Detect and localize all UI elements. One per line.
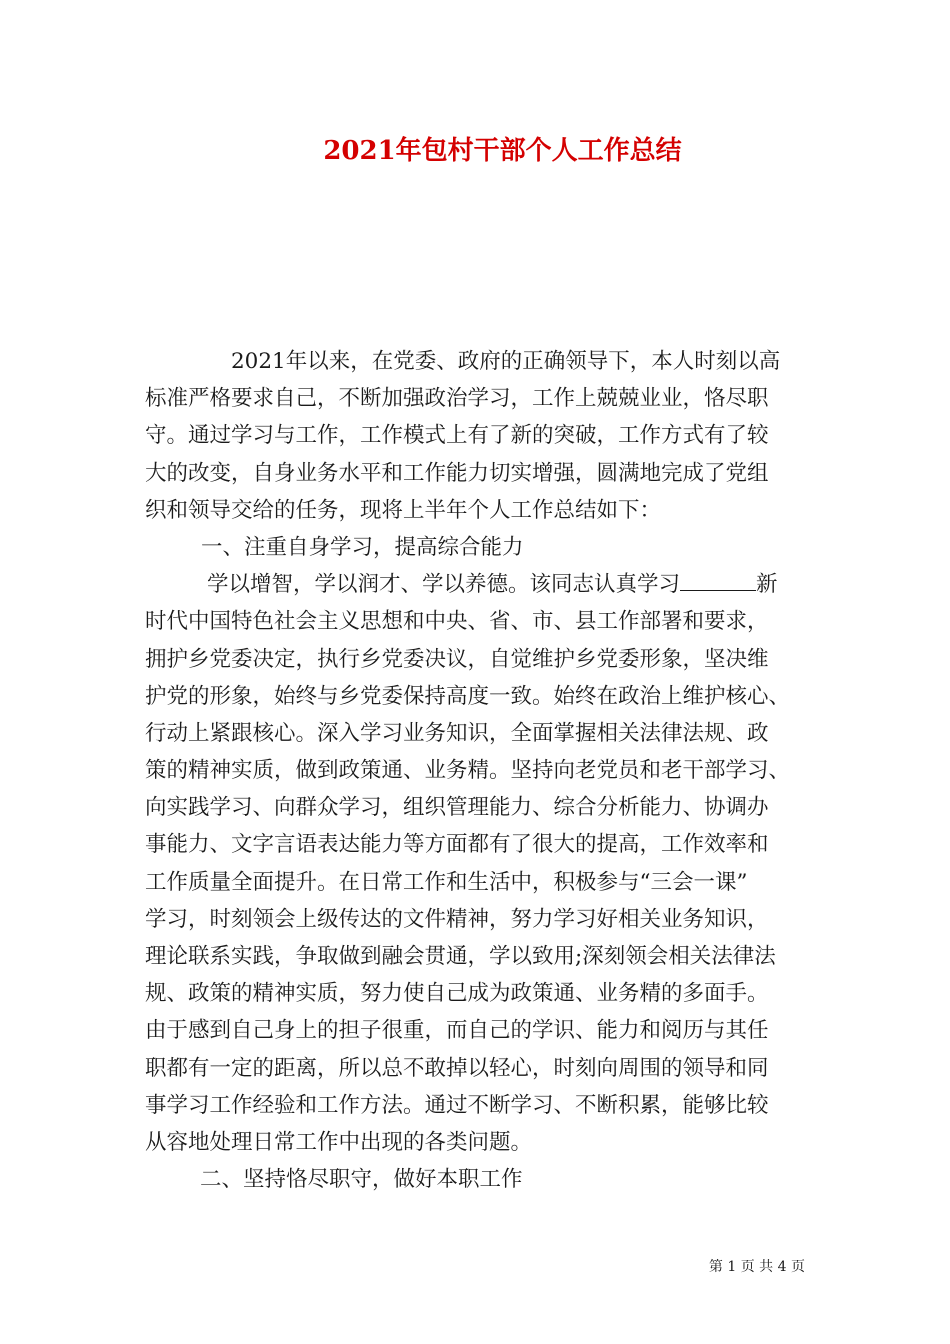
- paragraph-line: 从容地处理日常工作中出现的各类问题。: [145, 1129, 533, 1155]
- paragraph-line: 向实践学习、向群众学习，组织管理能力、综合分析能力、协调办: [145, 795, 769, 821]
- paragraph-line-with-blank: [145, 566, 810, 603]
- paragraph-line: 理论联系实践，争取做到融会贯通，学以致用;深刻领会相关法律法: [145, 944, 776, 969]
- paragraph-text: 新: [756, 572, 778, 598]
- paragraph-line: 行动上紧跟核心。深入学习业务知识，全面掌握相关法律法规、政: [145, 720, 769, 746]
- paragraph-line: 拥护乡党委决定，执行乡党委决议，自觉维护乡党委形象，坚决维: [145, 646, 769, 672]
- document-body: [145, 343, 810, 1198]
- paragraph-line: 由于感到自己身上的担子很重，而自己的学识、能力和阅历与其任: [145, 1018, 769, 1044]
- paragraph-line: 大的改变，自身业务水平和工作能力切实增强，圆满地完成了党组: [145, 460, 769, 486]
- paragraph-line: 织和领导交给的任务，现将上半年个人工作总结如下：: [145, 497, 662, 523]
- section-heading-2: 二、坚持恪尽职守，做好本职工作: [200, 1167, 523, 1193]
- paragraph-line: 护党的形象，始终与乡党委保持高度一致。始终在政治上维护核心、: [145, 683, 791, 709]
- paragraph-line: 时代中国特色社会主义思想和中央、省、市、县工作部署和要求，: [145, 609, 769, 635]
- paragraph-line: 学习，时刻领会上级传达的文件精神，努力学习好相关业务知识，: [145, 906, 769, 932]
- document-title: 2021年包村干部个人工作总结: [323, 136, 682, 166]
- paragraph-line: 策的精神实质，做到政策通、业务精。坚持向老党员和老干部学习、: [145, 758, 791, 784]
- fill-blank: [680, 570, 756, 591]
- paragraph-line: 职都有一定的距离，所以总不敢掉以轻心，时刻向周围的领导和同: [145, 1055, 769, 1081]
- paragraph-line: 事能力、文字言语表达能力等方面都有了很大的提高，工作效率和: [145, 832, 769, 858]
- paragraph-line: 守。通过学习与工作，工作模式上有了新的突破，工作方式有了较: [145, 423, 769, 449]
- paragraph-line: 事学习工作经验和工作方法。通过不断学习、不断积累，能够比较: [145, 1092, 769, 1118]
- paragraph-line: 标准严格要求自己，不断加强政治学习，工作上兢兢业业，恪尽职: [145, 386, 769, 412]
- paragraph-line: 2021年以来，在党委、政府的正确领导下，本人时刻以高: [231, 349, 781, 374]
- section-heading-1: 一、注重自身学习，提高综合能力: [201, 534, 524, 560]
- paragraph-line: 工作质量全面提升。在日常工作和生活中，积极参与“三会一课”: [145, 869, 748, 895]
- page-number: 第 1 页 共 4 页: [708, 1259, 805, 1275]
- paragraph-text: 学以增智，学以润才、学以养德。该同志认真学习: [207, 572, 681, 598]
- paragraph-line: 规、政策的精神实质，努力使自己成为政策通、业务精的多面手。: [145, 981, 769, 1007]
